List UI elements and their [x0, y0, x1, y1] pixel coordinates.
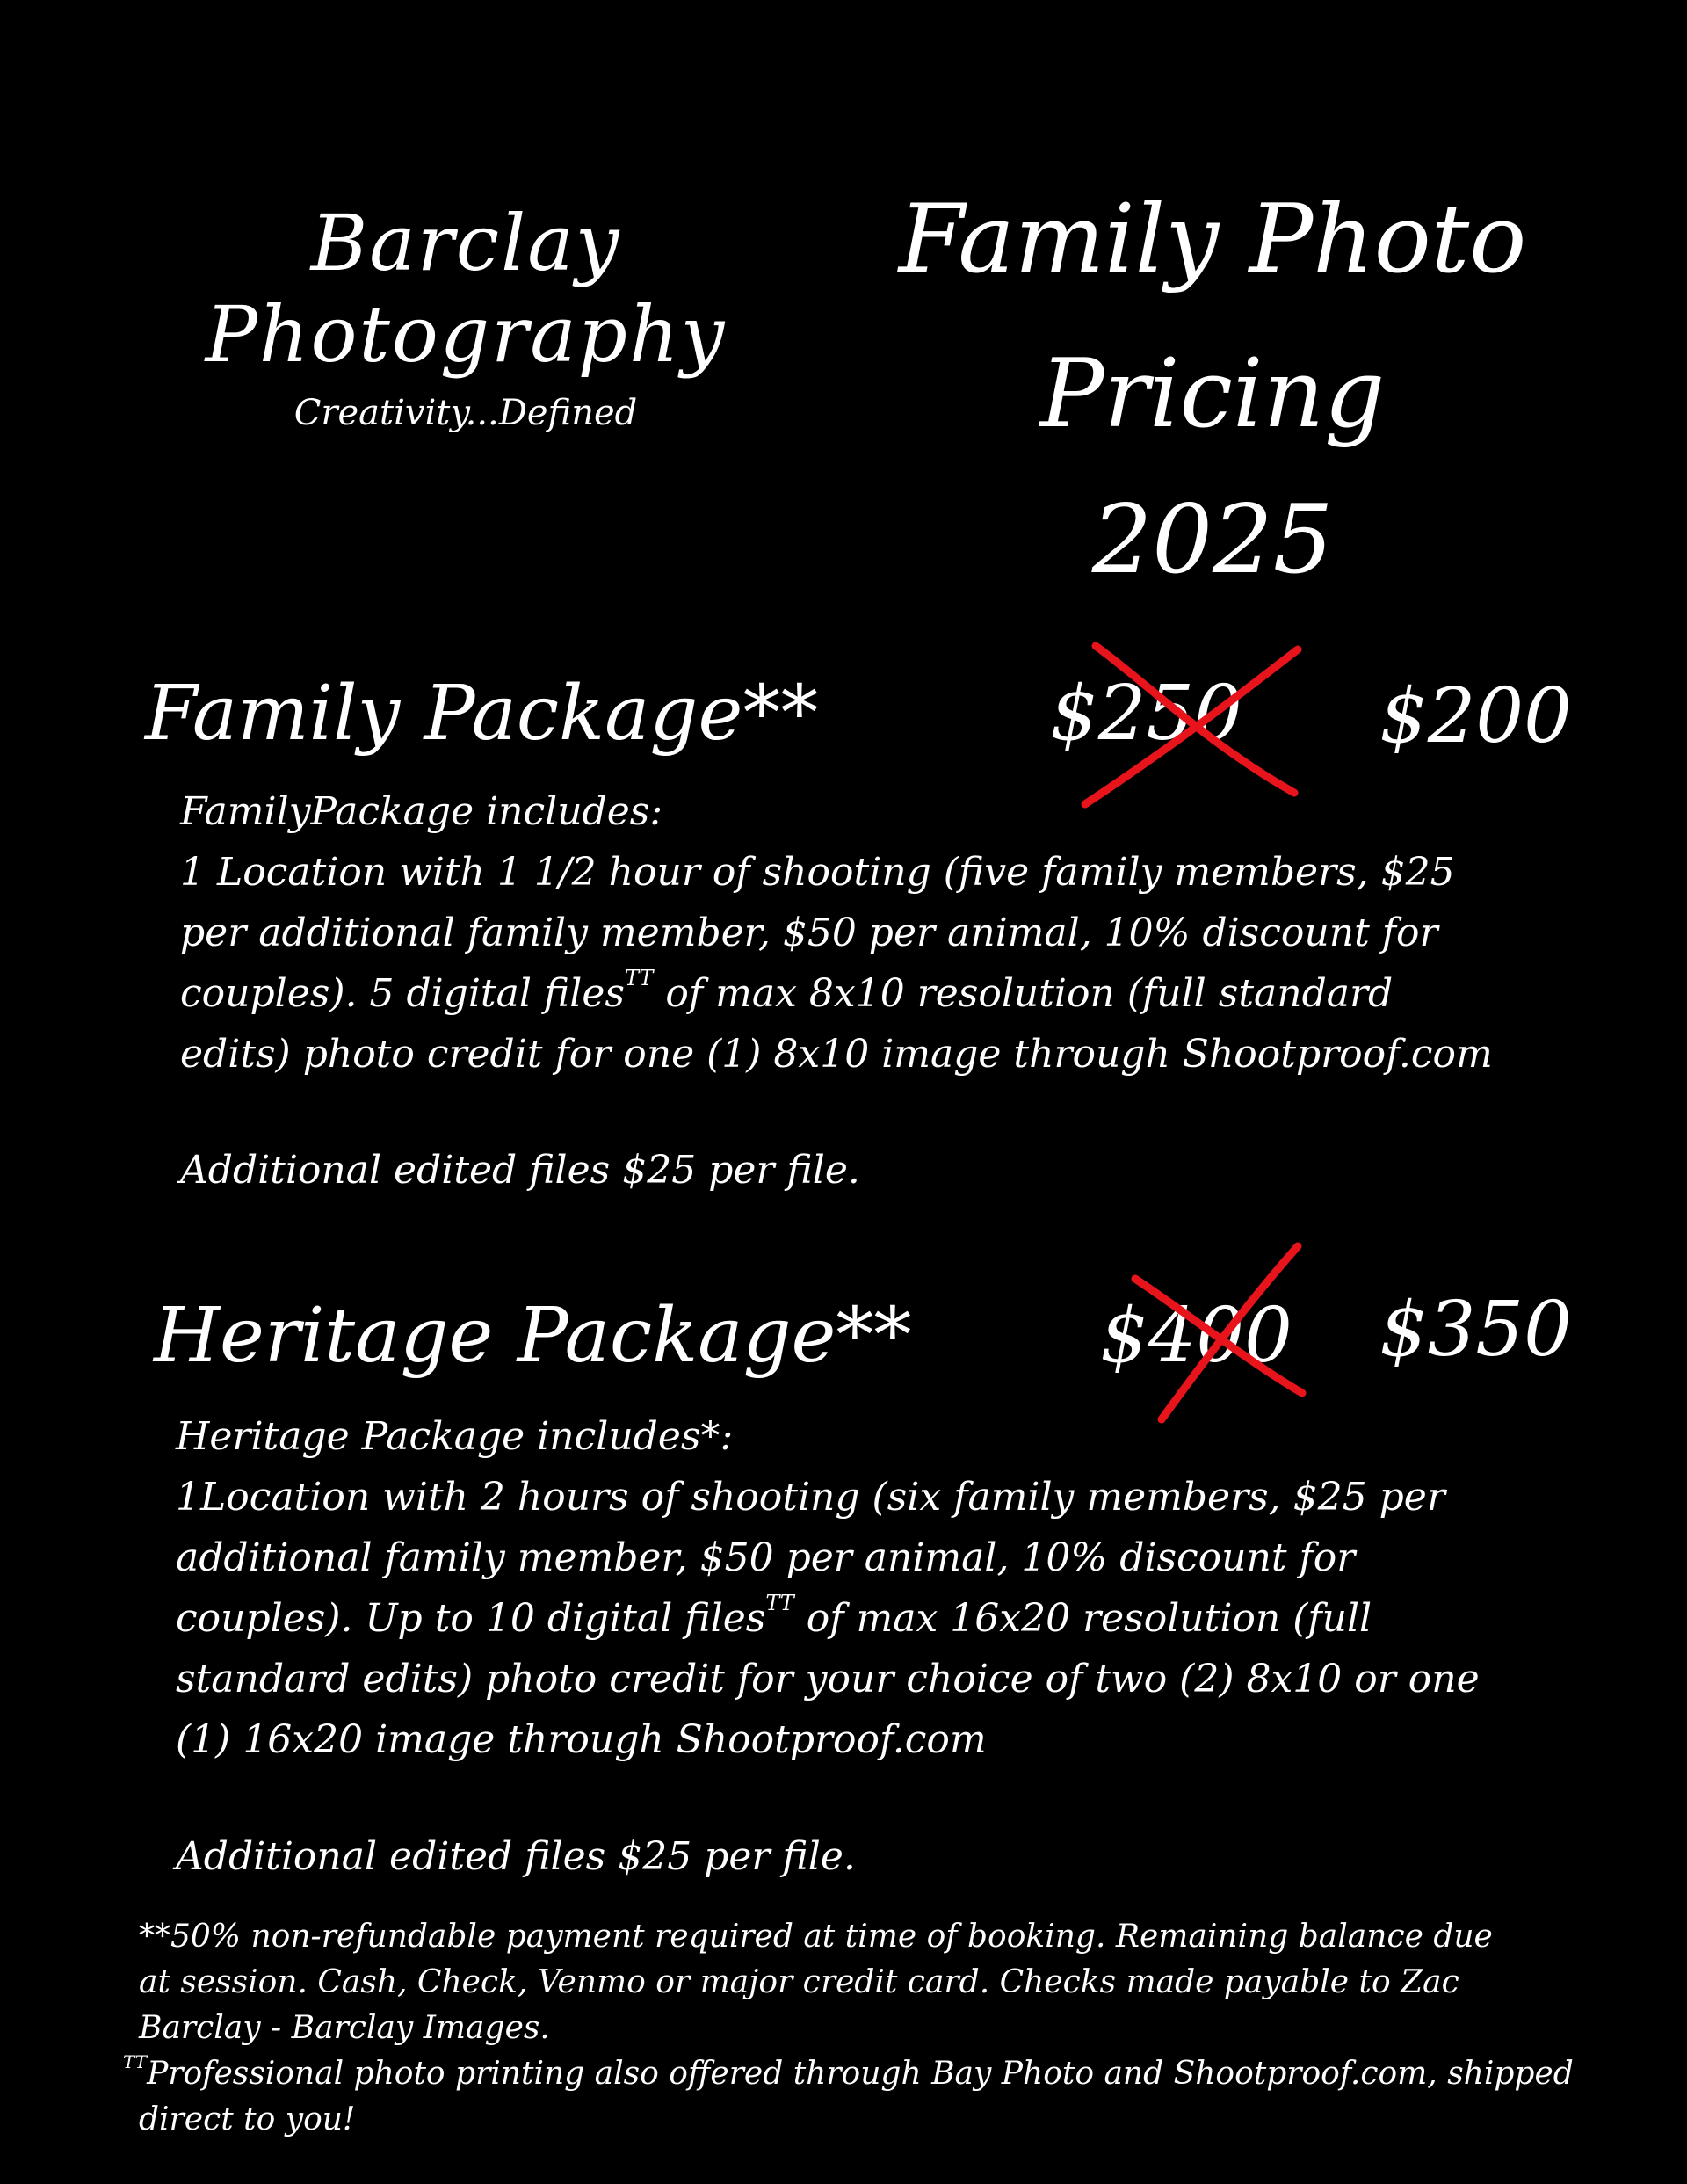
family-includes-label: FamilyPackage includes:	[180, 789, 663, 834]
family-desc-text: couples). 5 digital files	[180, 971, 625, 1016]
footnote-line: **50% non-refundable payment required at time of booking. Remaining balance due	[139, 1919, 1493, 1955]
heritage-old-price-group	[1100, 1288, 1364, 1384]
heritage-desc-text: couples). Up to 10 digital files	[176, 1596, 766, 1641]
strikethrough-x-icon	[1050, 630, 1314, 806]
family-desc-line: edits) photo credit for one (1) 8x10 image through Shootproof.com	[180, 1032, 1493, 1077]
family-desc-line	[180, 963, 1493, 1024]
heritage-desc-line	[176, 1588, 1480, 1649]
brand-name-line1: Barclay	[310, 198, 621, 288]
brand-name	[158, 198, 773, 381]
family-old-price-group	[1050, 665, 1314, 762]
heritage-old-price: $400	[1100, 1292, 1292, 1380]
footnote-marker: TT	[123, 2051, 148, 2072]
payment-footnote	[139, 1914, 1493, 2051]
family-new-price: $200	[1379, 672, 1572, 760]
footnote-line: at session. Cash, Check, Venmo or major credit card. Checks made payable to Zac	[139, 1964, 1459, 2000]
brand-name-line2: Photography	[205, 289, 727, 380]
footnote-marker: TT	[624, 966, 654, 990]
family-package-title: Family Package**	[145, 670, 819, 758]
heritage-additional-files: Additional edited files $25 per file.	[176, 1834, 856, 1879]
brand-tagline: Creativity...Defined	[293, 393, 638, 433]
heritage-desc-line: standard edits) photo credit for your choice of two (2) 8x10 or one	[176, 1657, 1480, 1701]
family-old-price: $250	[1050, 670, 1242, 758]
page-title-line1: Family Photo	[898, 185, 1527, 294]
footnote-marker: TT	[765, 1591, 794, 1615]
page-title	[817, 163, 1608, 472]
heritage-desc-line: additional family member, $50 per animal, 10% discount for	[176, 1535, 1356, 1580]
strikethrough-x-icon	[1100, 1239, 1364, 1415]
family-desc-line: 1 Location with 1 1/2 hour of shooting (five family members, $25	[180, 850, 1455, 895]
family-package-description	[180, 781, 1493, 1085]
family-desc-text: of max 8x10 resolution (full standard	[653, 971, 1394, 1016]
heritage-package-title: Heritage Package**	[154, 1292, 912, 1380]
family-desc-line: per additional family member, $50 per animal, 10% discount for	[180, 911, 1438, 955]
heritage-new-price: $350	[1379, 1286, 1572, 1374]
footnote-line: direct to you!	[139, 2101, 356, 2137]
footnote-line	[123, 2051, 1574, 2097]
heritage-desc-line: (1) 16x20 image through Shootproof.com	[176, 1717, 987, 1762]
footnote-line: Barclay - Barclay Images.	[139, 2010, 550, 2046]
heritage-includes-label: Heritage Package includes*:	[176, 1414, 734, 1459]
footnote-text: Professional photo printing also offered through Bay Photo and Shootproof.com, shipped	[147, 2056, 1574, 2092]
printing-footnote	[123, 2051, 1574, 2143]
page-title-line2: Pricing	[1039, 339, 1386, 449]
pricing-year: 2025	[1091, 485, 1334, 595]
heritage-package-description	[176, 1406, 1480, 1770]
family-additional-files: Additional edited files $25 per file.	[180, 1148, 860, 1193]
heritage-desc-text: of max 16x20 resolution (full	[793, 1596, 1372, 1641]
heritage-desc-line: 1Location with 2 hours of shooting (six family members, $25 per	[176, 1475, 1445, 1520]
